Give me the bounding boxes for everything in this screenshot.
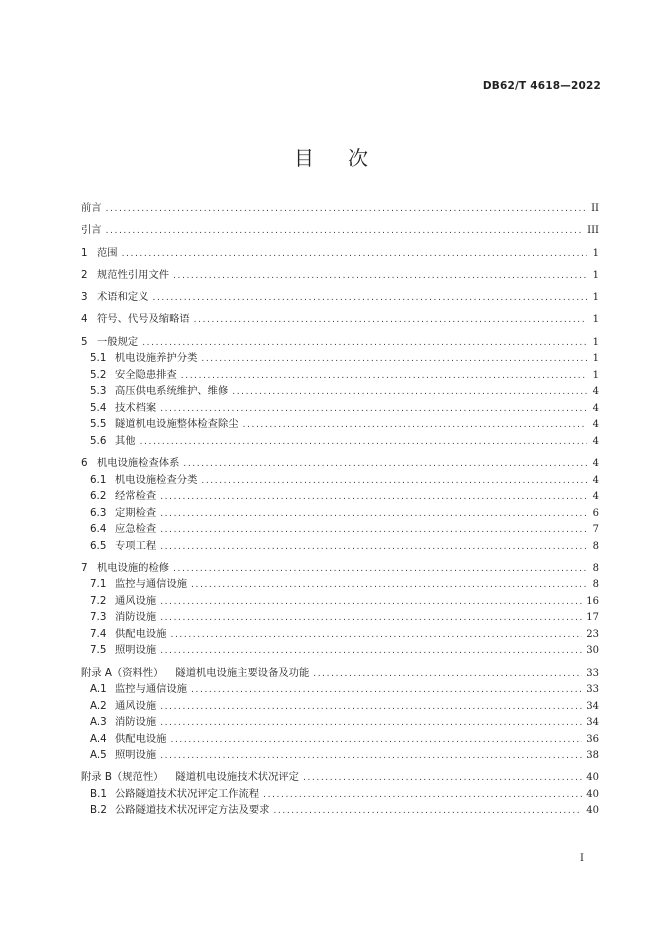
toc-entry[interactable] — [81, 769, 599, 786]
toc-entry[interactable] — [81, 626, 599, 643]
toc-leader-dots — [142, 335, 587, 352]
toc-entry-label: 术语和定义 — [97, 291, 149, 304]
toc-entry-number: A.4 — [90, 732, 107, 745]
toc-entry-label: 符号、代号及缩略语 — [97, 313, 190, 326]
document-id: DB62/T 4618—2022 — [482, 80, 601, 92]
toc-entry-page: 4 — [592, 435, 599, 447]
toc-leader-dots — [183, 456, 587, 473]
toc-leader-dots — [263, 787, 582, 804]
toc-entry-label: 定期检查 — [115, 506, 157, 519]
toc-entry-number: 7.1 — [90, 578, 107, 591]
toc-entry-page: 33 — [586, 684, 599, 696]
toc-entry[interactable] — [81, 383, 599, 400]
toc-entry[interactable] — [81, 714, 599, 731]
toc-entry-label: 前言 — [81, 202, 102, 214]
toc-entry-number: 7.4 — [90, 627, 107, 640]
toc-entry-number: 5.6 — [90, 434, 107, 447]
toc-entry-label: 通风设施 — [115, 594, 157, 607]
toc-entry-page: 4 — [592, 386, 599, 398]
toc-entry-page: 4 — [592, 458, 599, 470]
toc-entry-label: 高压供电系统维护、维修 — [115, 385, 229, 398]
toc-entry[interactable] — [81, 538, 599, 555]
toc-entry-label: 机电设施检查体系 — [97, 457, 180, 470]
toc-entry-page: 34 — [586, 717, 599, 729]
toc-entry[interactable] — [81, 289, 599, 306]
toc-entry-label: 隧道机电设施技术状况评定 — [175, 771, 299, 784]
toc-entry-number: 附录 B（规范性） — [81, 771, 164, 784]
toc-entry-number: A.5 — [90, 749, 107, 762]
toc-entry-page: 40 — [586, 805, 599, 817]
toc-entry-label: 经常检查 — [115, 490, 157, 503]
toc-entry[interactable] — [81, 609, 599, 626]
toc-entry[interactable] — [81, 665, 599, 682]
toc-leader-dots — [170, 732, 582, 749]
toc-leader-dots — [170, 627, 582, 644]
toc-leader-dots — [160, 699, 582, 716]
toc-entry-number: 5.3 — [90, 385, 107, 398]
toc-leader-dots — [160, 715, 582, 732]
toc-entry-number: 6.3 — [90, 506, 107, 519]
toc-entry-number: 6 — [81, 457, 88, 470]
toc-entry[interactable] — [81, 593, 599, 610]
toc-leader-dots — [106, 201, 587, 218]
toc-entry-label: 照明设施 — [115, 749, 157, 762]
toc-entry-number: 7.3 — [90, 611, 107, 624]
toc-leader-dots — [160, 401, 587, 418]
toc-leader-dots — [194, 312, 587, 329]
toc-leader-dots — [140, 434, 587, 451]
toc-leader-dots — [160, 506, 587, 523]
toc-entry-label: 其他 — [115, 434, 136, 447]
toc-entry-page: 4 — [592, 474, 599, 486]
toc-entry[interactable] — [81, 488, 599, 505]
toc-entry-label: 照明设施 — [115, 644, 157, 657]
toc-entry-number: A.3 — [90, 716, 107, 729]
toc-entry-page: II — [591, 203, 599, 214]
toc-entry-page: 40 — [586, 788, 599, 800]
toc-entry-number: A.1 — [90, 683, 107, 696]
toc-leader-dots — [273, 803, 582, 820]
toc-entry-page: 38 — [586, 750, 599, 762]
toc-entry[interactable] — [81, 367, 599, 384]
toc-entry[interactable] — [81, 334, 599, 351]
toc-entry-page: 8 — [592, 562, 599, 574]
toc-entry-number: 7.2 — [90, 594, 107, 607]
toc-entry-number: 5.1 — [90, 352, 107, 365]
toc-entry-page: 1 — [592, 369, 599, 381]
toc-leader-dots — [122, 246, 587, 263]
toc-entry-page: 4 — [592, 419, 599, 431]
toc-entry-label: 监控与通信设施 — [115, 578, 188, 591]
toc-entry-page: 1 — [592, 314, 599, 326]
toc-entry-number: B.1 — [90, 787, 107, 800]
toc-leader-dots — [160, 643, 582, 660]
toc-entry-page: 1 — [592, 269, 599, 281]
toc-leader-dots — [201, 351, 587, 368]
toc-entry[interactable] — [81, 472, 599, 489]
toc-entry[interactable] — [81, 681, 599, 698]
toc-entry-page: 33 — [586, 667, 599, 679]
toc-entry-page: 1 — [592, 336, 599, 348]
toc-entry-label: 监控与通信设施 — [115, 683, 188, 696]
toc-entry[interactable] — [81, 505, 599, 522]
toc-entry[interactable] — [81, 560, 599, 577]
toc-entry-number: 6.4 — [90, 523, 107, 536]
toc-entry-page: 40 — [586, 772, 599, 784]
toc-entry-number: A.2 — [90, 699, 107, 712]
toc-entry[interactable] — [81, 576, 599, 593]
toc-entry[interactable] — [81, 267, 599, 284]
toc-entry-number: 4 — [81, 313, 88, 326]
toc-leader-dots — [173, 268, 587, 285]
toc-entry-number: 6.2 — [90, 490, 107, 503]
toc-entry[interactable] — [81, 200, 599, 217]
toc-entry-number: B.2 — [90, 804, 107, 817]
page-title: 目次 — [294, 146, 402, 170]
toc-entry-page: 1 — [592, 353, 599, 365]
toc-entry-label: 消防设施 — [115, 611, 157, 624]
toc-entry-page: 6 — [592, 507, 599, 519]
toc-entry-label: 机电设施养护分类 — [115, 352, 198, 365]
toc-leader-dots — [152, 290, 587, 307]
toc-leader-dots — [303, 770, 582, 787]
toc-entry-page: 36 — [586, 733, 599, 745]
toc-entry-page: 8 — [592, 540, 599, 552]
toc-entry-page: 1 — [592, 292, 599, 304]
toc-entry-label: 供配电设施 — [115, 627, 167, 640]
toc-leader-dots — [191, 577, 587, 594]
toc-leader-dots — [201, 473, 587, 490]
toc-entry-page: 16 — [586, 595, 599, 607]
toc-entry[interactable] — [81, 350, 599, 367]
toc-entry-page: 7 — [592, 524, 599, 536]
toc-entry-page: 34 — [586, 700, 599, 712]
toc-leader-dots — [160, 748, 582, 765]
toc-entry[interactable] — [81, 786, 599, 803]
toc-entry[interactable] — [81, 521, 599, 538]
toc-entry[interactable] — [81, 731, 599, 748]
toc-entry-label: 公路隧道技术状况评定工作流程 — [115, 787, 260, 800]
toc-entry-number: 5.2 — [90, 368, 107, 381]
toc-entry[interactable] — [81, 400, 599, 417]
toc-entry-page: 4 — [592, 402, 599, 414]
toc-leader-dots — [160, 522, 587, 539]
toc-entry-label: 公路隧道技术状况评定方法及要求 — [115, 804, 270, 817]
toc-entry[interactable] — [81, 433, 599, 450]
toc-leader-dots — [160, 610, 582, 627]
toc-entry[interactable] — [81, 455, 599, 472]
toc-entry[interactable] — [81, 245, 599, 262]
toc-entry[interactable] — [81, 747, 599, 764]
toc-entry[interactable] — [81, 222, 599, 239]
toc-entry-label: 引言 — [81, 224, 102, 237]
toc-entry-page: 17 — [586, 612, 599, 624]
toc-entry-number: 5.5 — [90, 418, 107, 431]
toc-leader-dots — [160, 489, 587, 506]
toc-entry-label: 机电设施检查分类 — [115, 473, 198, 486]
toc-entry-label: 通风设施 — [115, 699, 157, 712]
table-of-contents — [81, 200, 599, 819]
toc-entry-page: 30 — [586, 645, 599, 657]
toc-entry-label: 安全隐患排查 — [115, 368, 177, 381]
toc-entry-label: 应急检查 — [115, 523, 157, 536]
toc-entry-number: 6.5 — [90, 539, 107, 552]
toc-leader-dots — [106, 223, 584, 240]
toc-entry-label: 机电设施的检修 — [97, 561, 170, 574]
toc-entry-label: 隧道机电设施整体检查除尘 — [115, 418, 239, 431]
toc-entry-label: 技术档案 — [115, 401, 157, 414]
toc-entry-page: 1 — [592, 247, 599, 259]
toc-entry-page: III — [587, 225, 599, 237]
footer-page-number: I — [580, 853, 584, 864]
toc-entry[interactable] — [81, 698, 599, 715]
toc-entry-page: 8 — [592, 579, 599, 591]
toc-leader-dots — [173, 561, 587, 578]
toc-entry-number: 7 — [81, 561, 88, 574]
toc-leader-dots — [232, 384, 587, 401]
toc-entry-label: 隧道机电设施主要设备及功能 — [175, 666, 310, 679]
toc-entry-label: 供配电设施 — [115, 732, 167, 745]
toc-entry-label: 范围 — [97, 246, 118, 259]
toc-entry-label: 专项工程 — [115, 539, 157, 552]
toc-entry-number: 6.1 — [90, 473, 107, 486]
toc-entry-page: 23 — [586, 628, 599, 640]
toc-leader-dots — [243, 417, 587, 434]
toc-leader-dots — [160, 594, 582, 611]
toc-entry-number: 3 — [81, 291, 88, 304]
toc-leader-dots — [160, 539, 587, 556]
toc-entry-page: 4 — [592, 491, 599, 503]
toc-entry-number: 附录 A（资料性） — [81, 666, 164, 679]
toc-leader-dots — [191, 682, 582, 699]
toc-entry-number: 1 — [81, 246, 88, 259]
toc-entry-label: 一般规定 — [97, 335, 139, 348]
toc-entry[interactable] — [81, 311, 599, 328]
toc-entry-number: 7.5 — [90, 644, 107, 657]
toc-entry[interactable] — [81, 642, 599, 659]
toc-entry-number: 5 — [81, 335, 88, 348]
toc-entry[interactable] — [81, 416, 599, 433]
toc-leader-dots — [181, 368, 587, 385]
toc-entry-number: 2 — [81, 268, 88, 281]
toc-entry-label: 规范性引用文件 — [97, 268, 170, 281]
toc-leader-dots — [313, 666, 582, 683]
toc-entry-number: 5.4 — [90, 401, 107, 414]
toc-entry-label: 消防设施 — [115, 716, 157, 729]
toc-entry[interactable] — [81, 802, 599, 819]
